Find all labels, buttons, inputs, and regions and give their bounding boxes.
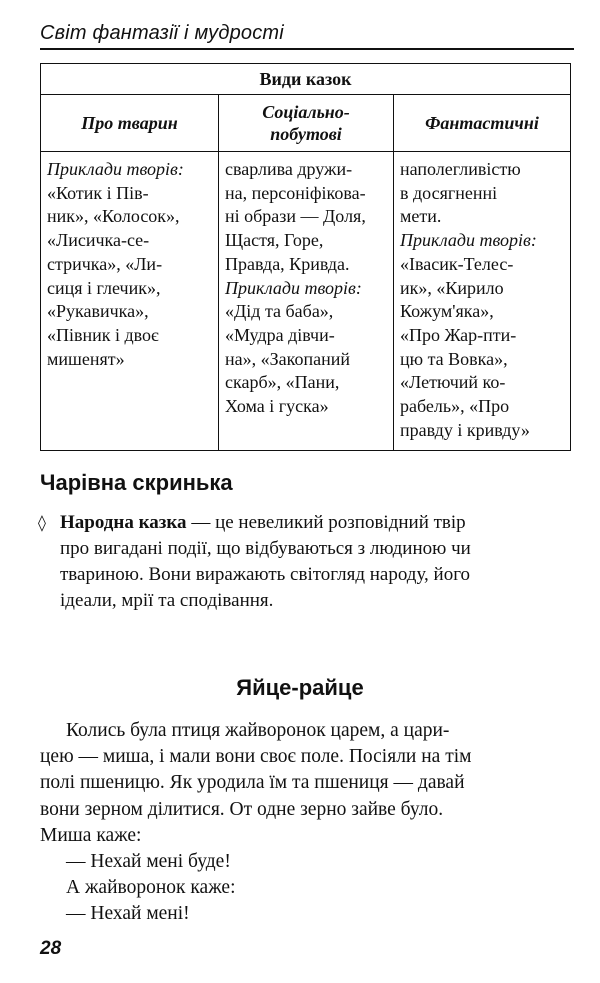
diamond-bullet-icon: ◊ <box>38 513 46 532</box>
page-number: 28 <box>40 938 62 959</box>
column-header-social-line: Соціально- <box>262 102 350 122</box>
cell-line: на», «Закопаний <box>225 348 350 369</box>
column-header-animals-text: Про тварин <box>81 113 178 133</box>
fairy-tale-types-table <box>40 63 571 451</box>
definition-line: про вигадані події, що відбуваються з людиною чи <box>60 538 471 559</box>
column-header-fantastic <box>394 95 571 152</box>
definition-term: Народна казка <box>60 512 187 533</box>
running-header <box>40 18 574 50</box>
cell-line: в досягненні <box>400 182 498 203</box>
definition-text: — це невеликий розповідний твір <box>186 512 466 533</box>
story-line: цею — миша, і мали вони своє поле. Посіяли на тім <box>40 746 472 768</box>
column-body-animals <box>41 152 219 451</box>
cell-line: «Рукавичка», <box>47 301 149 322</box>
definition-line: твариною. Вони виражають світогляд народу, його <box>60 564 471 585</box>
cell-line: сиця і глечик», <box>47 277 161 298</box>
cell-line: «Півник і двоє <box>47 324 159 345</box>
cell-line: скарб», «Пани, <box>225 372 340 393</box>
cell-line: «Мудра дівчи- <box>225 324 335 345</box>
cell-line: «Дід та баба», <box>225 301 334 322</box>
story-line: Миша каже: <box>40 824 142 846</box>
column-header-social-line: побутові <box>270 124 342 144</box>
definition-block <box>38 510 560 614</box>
column-header-fantastic-text: Фантастичні <box>425 113 539 133</box>
cell-line: ик», «Кирило <box>400 277 504 298</box>
table-caption: Види казок <box>41 64 571 95</box>
column-header-animals <box>41 95 219 152</box>
cell-line: цю та Вовка», <box>400 348 508 369</box>
story-text <box>40 718 575 928</box>
running-header-title: Світ фантазії і мудрості <box>40 22 284 44</box>
story-line: — Нехай мені! <box>66 903 190 925</box>
definition-line: ідеали, мрії та сподівання. <box>60 590 274 611</box>
examples-label: Приклади творів: <box>225 277 362 298</box>
cell-line: «Летючий ко- <box>400 372 506 393</box>
examples-label: Приклади творів: <box>400 230 537 251</box>
cell-line: ник», «Колосок», <box>47 206 180 227</box>
cell-line: «Про Жар-пти- <box>400 324 517 345</box>
cell-line: Кожум'яка», <box>400 301 494 322</box>
cell-line: мишенят» <box>47 348 125 369</box>
cell-line: мети. <box>400 206 442 227</box>
section-title: Чарівна скринька <box>40 470 233 495</box>
cell-line: стричка», «Ли- <box>47 253 163 274</box>
story-line: вони зерном ділитися. От одне зерно зайве було. <box>40 798 444 820</box>
cell-line: Щастя, Горе, <box>225 230 324 251</box>
cell-line: ні образи — Доля, <box>225 206 366 227</box>
definition-line <box>60 510 560 536</box>
cell-line: Правда, Кривда. <box>225 253 350 274</box>
story-title: Яйце-райце <box>236 675 364 700</box>
examples-label: Приклади творів: <box>47 159 184 179</box>
cell-line: рабель», «Про <box>400 396 510 417</box>
cell-line: «Котик і Пів- <box>47 182 149 203</box>
story-line: полі пшеницю. Як уродила їм та пшениця — давай <box>40 772 465 794</box>
cell-line: Хома і гуска» <box>225 396 329 417</box>
cell-line: правду і кривду» <box>400 419 530 440</box>
column-header-social <box>219 95 394 152</box>
cell-line: «Івасик-Телес- <box>400 253 514 274</box>
story-line: Колись була птиця жайворонок царем, а цари- <box>66 720 450 741</box>
column-body-fantastic <box>394 152 571 451</box>
cell-line: сварлива дружи- <box>225 159 353 179</box>
story-line: — Нехай мені буде! <box>66 851 231 873</box>
story-line: А жайворонок каже: <box>66 877 236 899</box>
column-body-social <box>219 152 394 451</box>
cell-line: наполегливістю <box>400 159 521 179</box>
cell-line: на, персоніфікова- <box>225 182 366 203</box>
cell-line: «Лисичка-се- <box>47 230 150 251</box>
